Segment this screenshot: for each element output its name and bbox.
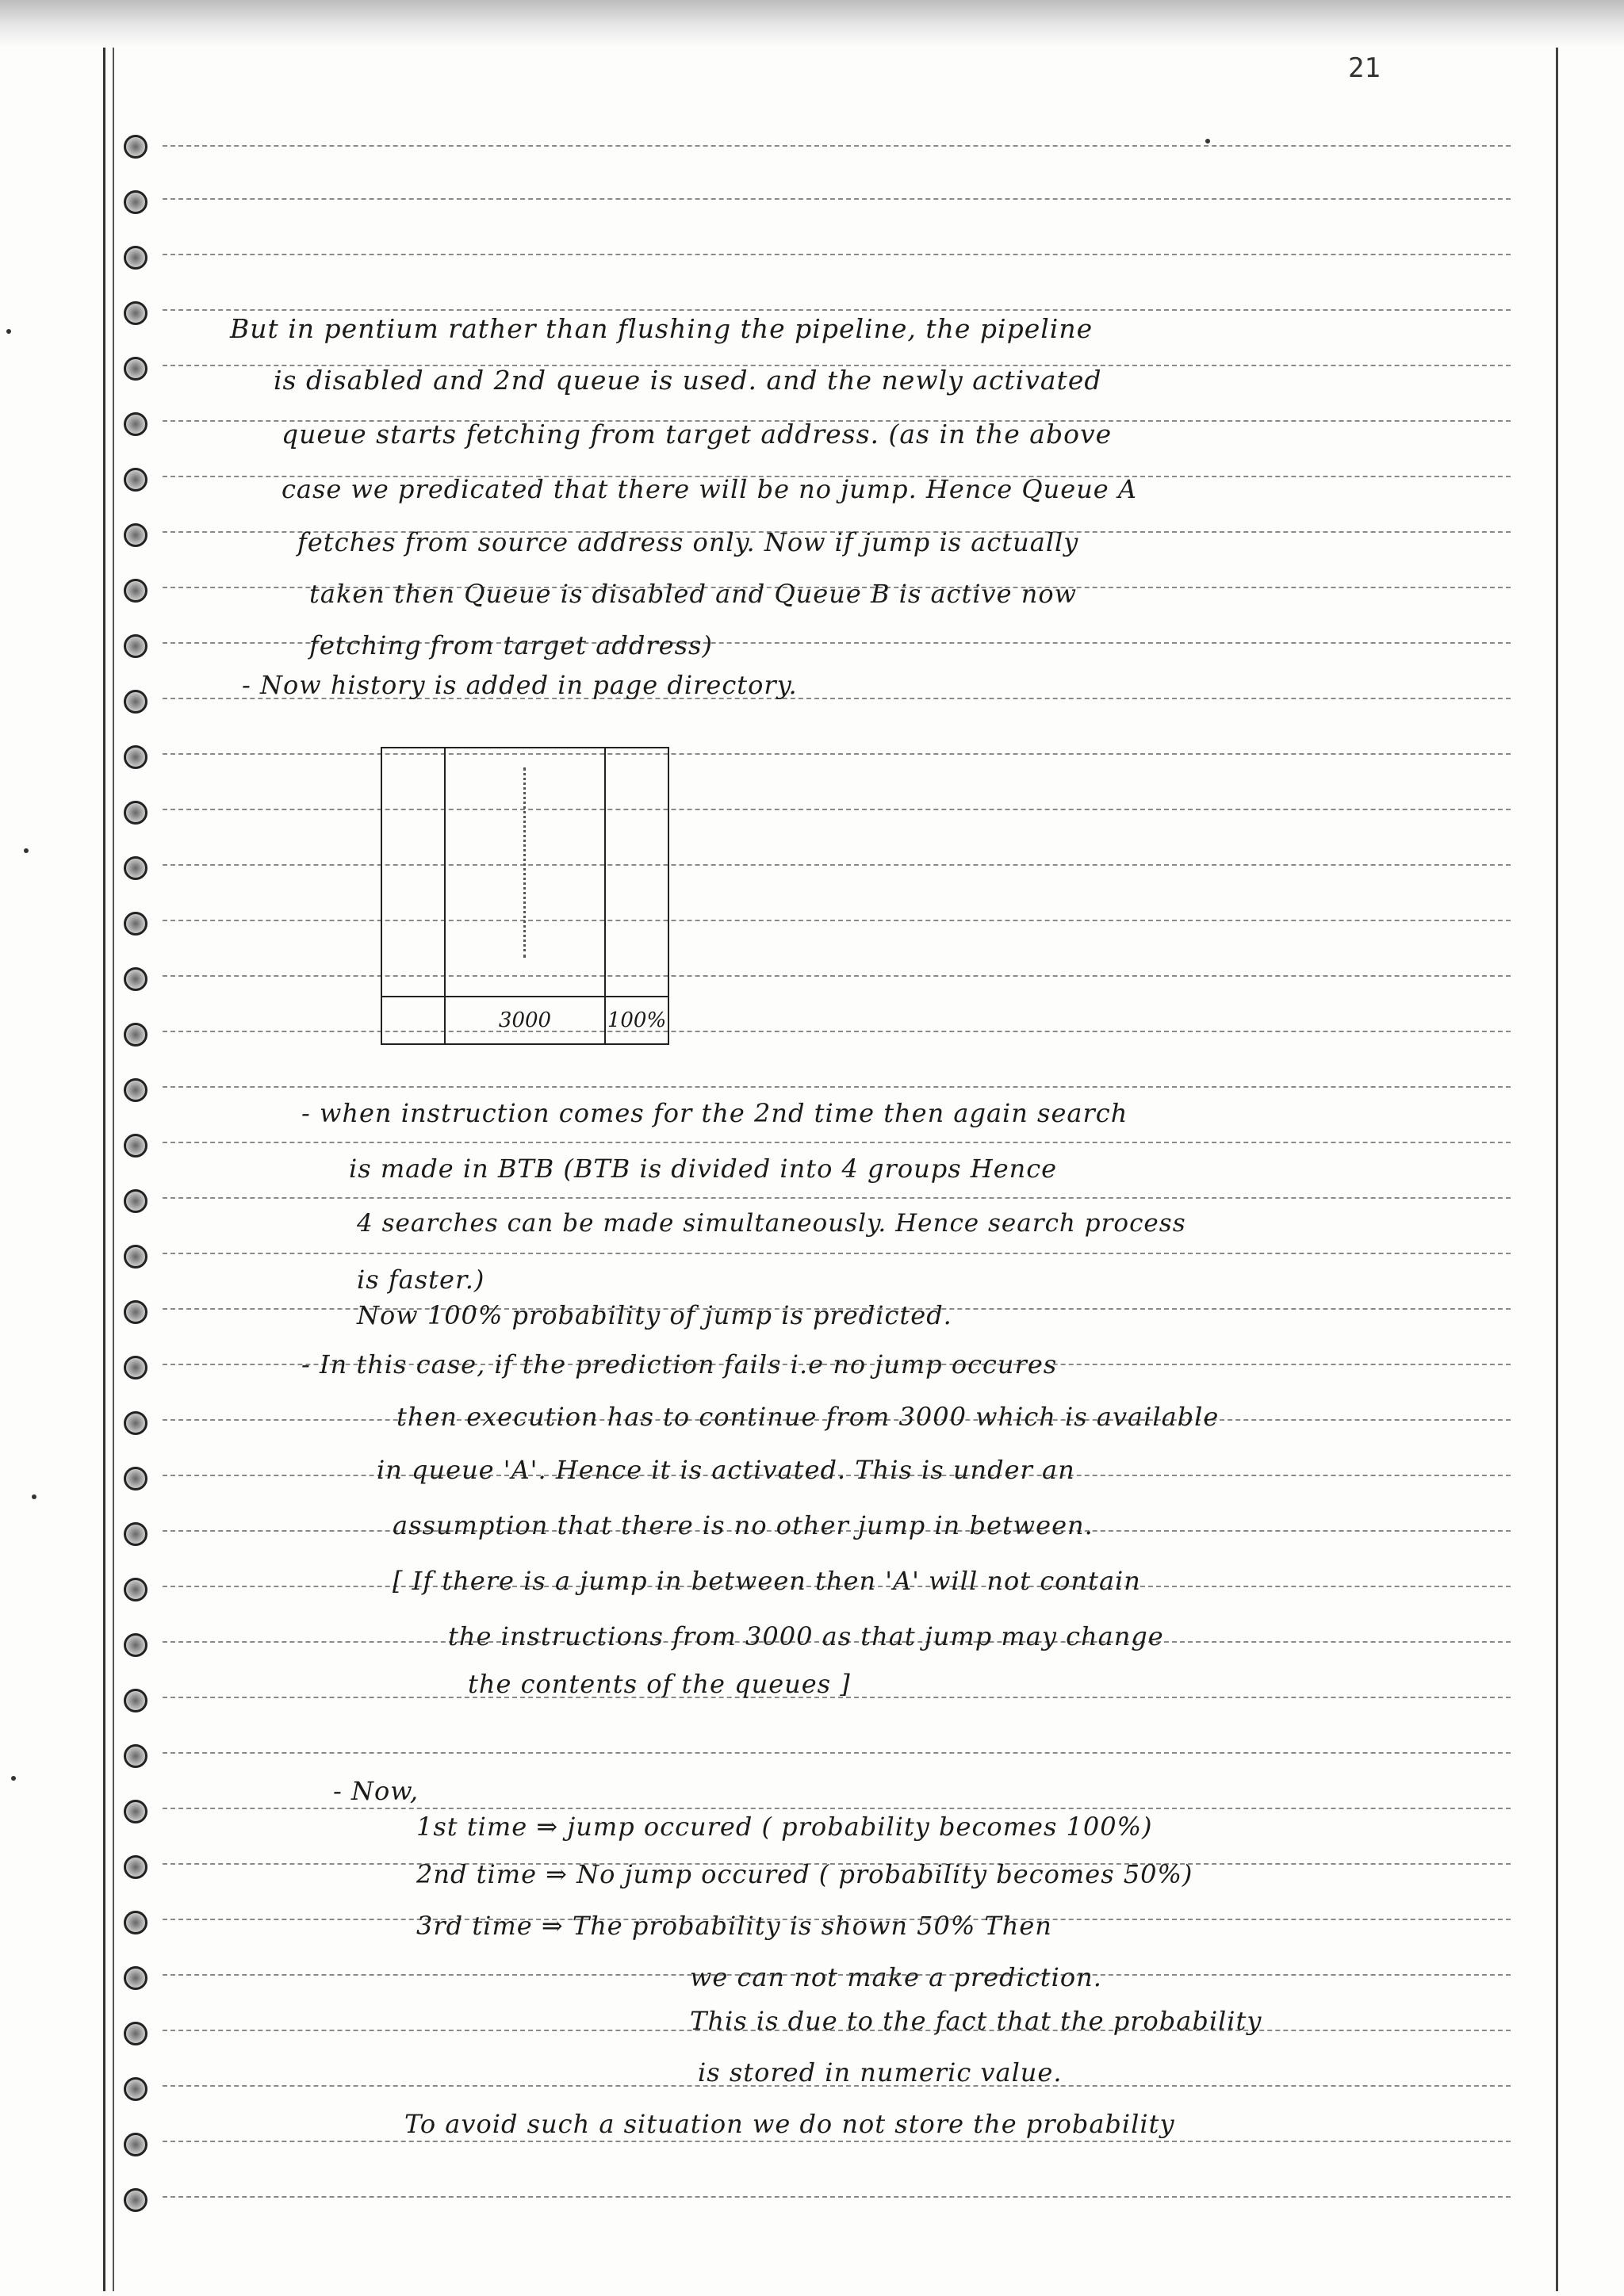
binder-hole	[124, 1078, 147, 1102]
ruled-line	[163, 1197, 1511, 1199]
margin-line-inner	[113, 48, 114, 2291]
ruled-line	[163, 198, 1511, 200]
margin-line	[103, 48, 105, 2291]
note-line: is made in BTB (BTB is divided into 4 groups Hence	[349, 1154, 1058, 1184]
note-line: assumption that there is no other jump in between.	[393, 1510, 1094, 1540]
binder-hole	[124, 1522, 147, 1546]
note-line: - In this case, if the prediction fails i.e no jump occures	[301, 1349, 1058, 1380]
binder-hole	[124, 1023, 147, 1047]
binder-hole	[124, 856, 147, 880]
ruled-line	[163, 975, 1511, 977]
note-line: 4 searches can be made simultaneously. Hence search process	[357, 1209, 1186, 1238]
binder-hole	[124, 523, 147, 547]
binder-hole	[124, 1467, 147, 1490]
ruled-line	[163, 2141, 1511, 2142]
scan-speck	[1205, 139, 1210, 144]
btb-cell	[605, 748, 668, 997]
page-right-edge	[1556, 48, 1558, 2291]
scan-speck	[24, 848, 29, 853]
btb-cell	[381, 748, 445, 997]
note-line: fetching from target address)	[309, 630, 713, 660]
note-line: case we predicated that there will be no jump. Hence Queue A	[282, 474, 1138, 504]
note-line: queue starts fetching from target address. (as in the above	[282, 419, 1113, 450]
ruled-line	[163, 1253, 1511, 1254]
binder-hole	[124, 801, 147, 825]
binder-hole	[124, 745, 147, 769]
note-line: we can not make a prediction.	[690, 1962, 1102, 1992]
ruled-line	[163, 1031, 1511, 1032]
ruled-line	[163, 920, 1511, 921]
note-line: To avoid such a situation we do not store the probability	[404, 2109, 1175, 2139]
binder-hole	[124, 2077, 147, 2101]
note-line: 3rd time ⇒ The probability is shown 50% Then	[416, 1911, 1052, 1941]
note-line: in queue 'A'. Hence it is activated. This is under an	[377, 1455, 1075, 1485]
btb-probability-cell: 100%	[605, 997, 668, 1044]
ruled-line	[163, 145, 1511, 147]
note-line: 2nd time ⇒ No jump occured ( probability becomes 50%)	[416, 1859, 1193, 1889]
note-line: 1st time ⇒ jump occured ( probability becomes 100%)	[416, 1812, 1153, 1842]
binder-hole	[124, 634, 147, 658]
page-number: 21	[1348, 52, 1381, 84]
binder-hole	[124, 412, 147, 436]
scan-speck	[6, 329, 11, 334]
note-line: is disabled and 2nd queue is used. and the newly activated	[274, 365, 1102, 396]
note-line: Now 100% probability of jump is predicted.	[357, 1300, 952, 1330]
btb-ellipsis	[523, 767, 534, 958]
ruled-line	[163, 2196, 1511, 2198]
btb-address-cell: 3000	[445, 997, 605, 1044]
note-line: the contents of the queues ]	[468, 1669, 851, 1699]
ruled-line	[163, 1142, 1511, 1143]
ruled-line	[163, 809, 1511, 810]
ruled-line	[163, 1086, 1511, 1088]
ruled-line	[163, 1808, 1511, 1809]
binder-hole	[124, 690, 147, 714]
note-line: - Now history is added in page directory.	[242, 670, 798, 700]
ruled-line	[163, 753, 1511, 755]
btb-cell	[381, 997, 445, 1044]
scan-speck	[32, 1494, 36, 1499]
ruled-line	[163, 864, 1511, 866]
note-line: This is due to the fact that the probability	[690, 2006, 1262, 2036]
binder-hole	[124, 301, 147, 325]
note-line: the instructions from 3000 as that jump may change	[448, 1621, 1164, 1651]
binder-hole	[124, 1300, 147, 1324]
binder-hole	[124, 1800, 147, 1823]
binder-hole	[124, 1966, 147, 1990]
binder-hole	[124, 1855, 147, 1879]
ruled-line	[163, 1752, 1511, 1754]
btb-entry-row	[381, 997, 668, 1044]
scan-top-edge	[0, 0, 1624, 48]
binder-hole	[124, 1911, 147, 1934]
note-line: then execution has to continue from 3000 which is available	[396, 1402, 1220, 1432]
binder-hole	[124, 2022, 147, 2045]
binder-hole	[124, 246, 147, 270]
note-line: taken then Queue is disabled and Queue B is active now	[309, 579, 1077, 609]
note-line: is stored in numeric value.	[698, 2057, 1063, 2087]
note-line: But in pentium rather than flushing the pipeline, the pipeline	[230, 313, 1094, 344]
binder-hole	[124, 190, 147, 214]
ruled-line	[163, 254, 1511, 255]
binder-hole	[124, 357, 147, 381]
scan-speck	[11, 1776, 16, 1781]
binder-hole	[124, 1578, 147, 1601]
binder-hole	[124, 2188, 147, 2212]
binder-hole	[124, 1744, 147, 1768]
binder-hole	[124, 912, 147, 936]
binder-hole	[124, 1134, 147, 1158]
binder-hole	[124, 579, 147, 603]
binder-hole	[124, 2133, 147, 2156]
binder-hole	[124, 1356, 147, 1380]
note-line: fetches from source address only. Now if jump is actually	[297, 527, 1079, 557]
note-line: is faster.)	[357, 1265, 485, 1295]
ruled-line	[163, 309, 1511, 311]
binder-hole	[124, 468, 147, 492]
binder-hole	[124, 1633, 147, 1657]
binder-hole	[124, 1245, 147, 1269]
binder-hole	[124, 1411, 147, 1435]
note-line: - Now,	[333, 1776, 419, 1806]
binder-hole	[124, 967, 147, 991]
binder-hole	[124, 135, 147, 159]
note-line: [ If there is a jump in between then 'A' will not contain	[393, 1566, 1141, 1596]
binder-hole	[124, 1189, 147, 1213]
note-line: - when instruction comes for the 2nd time then again search	[301, 1098, 1128, 1128]
binder-hole	[124, 1689, 147, 1712]
